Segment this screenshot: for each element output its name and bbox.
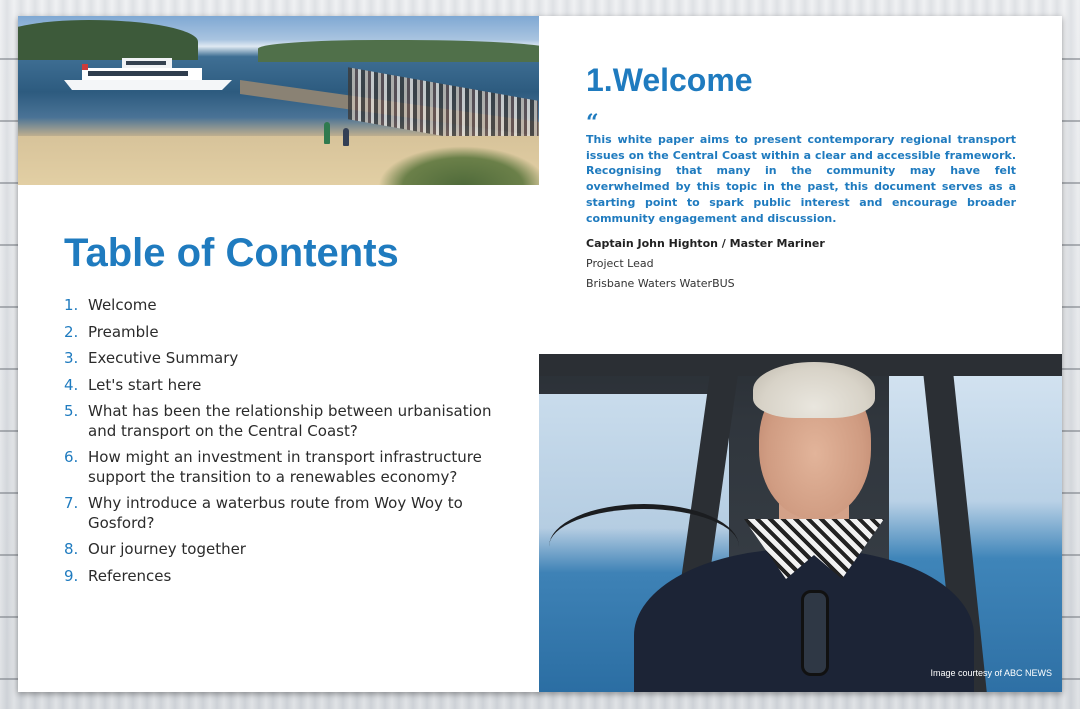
toc-item-welcome[interactable]: [64, 296, 504, 316]
photo-caption: Image courtesy of ABC NEWS: [930, 668, 1052, 678]
toc-item-executive-summary[interactable]: [64, 349, 504, 369]
portrait-photo: [539, 354, 1062, 692]
toc-item-number: 6.: [64, 448, 79, 466]
author-name: Captain John Highton / Master Mariner: [586, 237, 825, 251]
author-role: Project Lead: [586, 257, 654, 271]
toc-item-number: 5.: [64, 402, 79, 420]
toc-item-lets-start-here[interactable]: [64, 376, 504, 396]
toc-item-number: 2.: [64, 322, 79, 341]
toc-title: Table of Contents: [64, 231, 399, 275]
quote-mark-icon: “: [586, 110, 599, 136]
toc-item-label: Welcome: [88, 296, 157, 314]
toc-item-urbanisation[interactable]: [64, 402, 504, 441]
toc-item-preamble[interactable]: [64, 323, 504, 343]
toc-item-our-journey[interactable]: [64, 540, 504, 560]
ferry-illustration: [62, 50, 242, 92]
welcome-section: [586, 60, 1016, 294]
toc-item-number: 1.: [64, 296, 79, 314]
toc-item-number: 7.: [64, 494, 79, 512]
beach-jetty-photo: [18, 16, 539, 185]
author-organisation: Brisbane Waters WaterBUS: [586, 277, 735, 291]
toc-item-label: Our journey together: [88, 540, 246, 558]
shrubs: [378, 146, 539, 185]
toc-item-label: What has been the relationship between urbanisation and transport on the Central Coast?: [88, 402, 492, 440]
toc-item-number: 9.: [64, 566, 79, 585]
person-hair: [753, 362, 875, 418]
toc-item-label: Preamble: [88, 322, 159, 341]
person-figure: [343, 128, 349, 146]
toc-list: [64, 296, 504, 593]
toc-item-waterbus-route[interactable]: [64, 494, 504, 533]
person-figure: [324, 122, 330, 144]
document-page: [18, 16, 1062, 692]
sunglasses-icon: [801, 590, 829, 676]
toc-item-label: Let's start here: [88, 375, 202, 394]
toc-item-label: References: [88, 566, 172, 585]
toc-item-number: 3.: [64, 349, 79, 367]
toc-item-number: 8.: [64, 540, 79, 558]
welcome-quote: This white paper aims to present contemporary regional transport issues on the Central Coast within a clear and accessible framework. Recognising that many in the community may have felt overwhelmed by this topic in the past, this document serves as a starting point to spark public interest and encourage broader community engagement and discussion.: [586, 133, 1016, 225]
photo-hill: [258, 40, 539, 62]
welcome-title: 1.Welcome: [586, 62, 753, 98]
toc-item-number: 4.: [64, 375, 79, 394]
toc-item-label: Executive Summary: [88, 349, 239, 367]
toc-item-label: Why introduce a waterbus route from Woy Woy to Gosford?: [88, 494, 463, 532]
toc-item-references[interactable]: [64, 567, 504, 587]
toc-item-renewables[interactable]: [64, 448, 504, 487]
toc-item-label: How might an investment in transport infrastructure support the transition to a renewables economy?: [88, 448, 482, 486]
